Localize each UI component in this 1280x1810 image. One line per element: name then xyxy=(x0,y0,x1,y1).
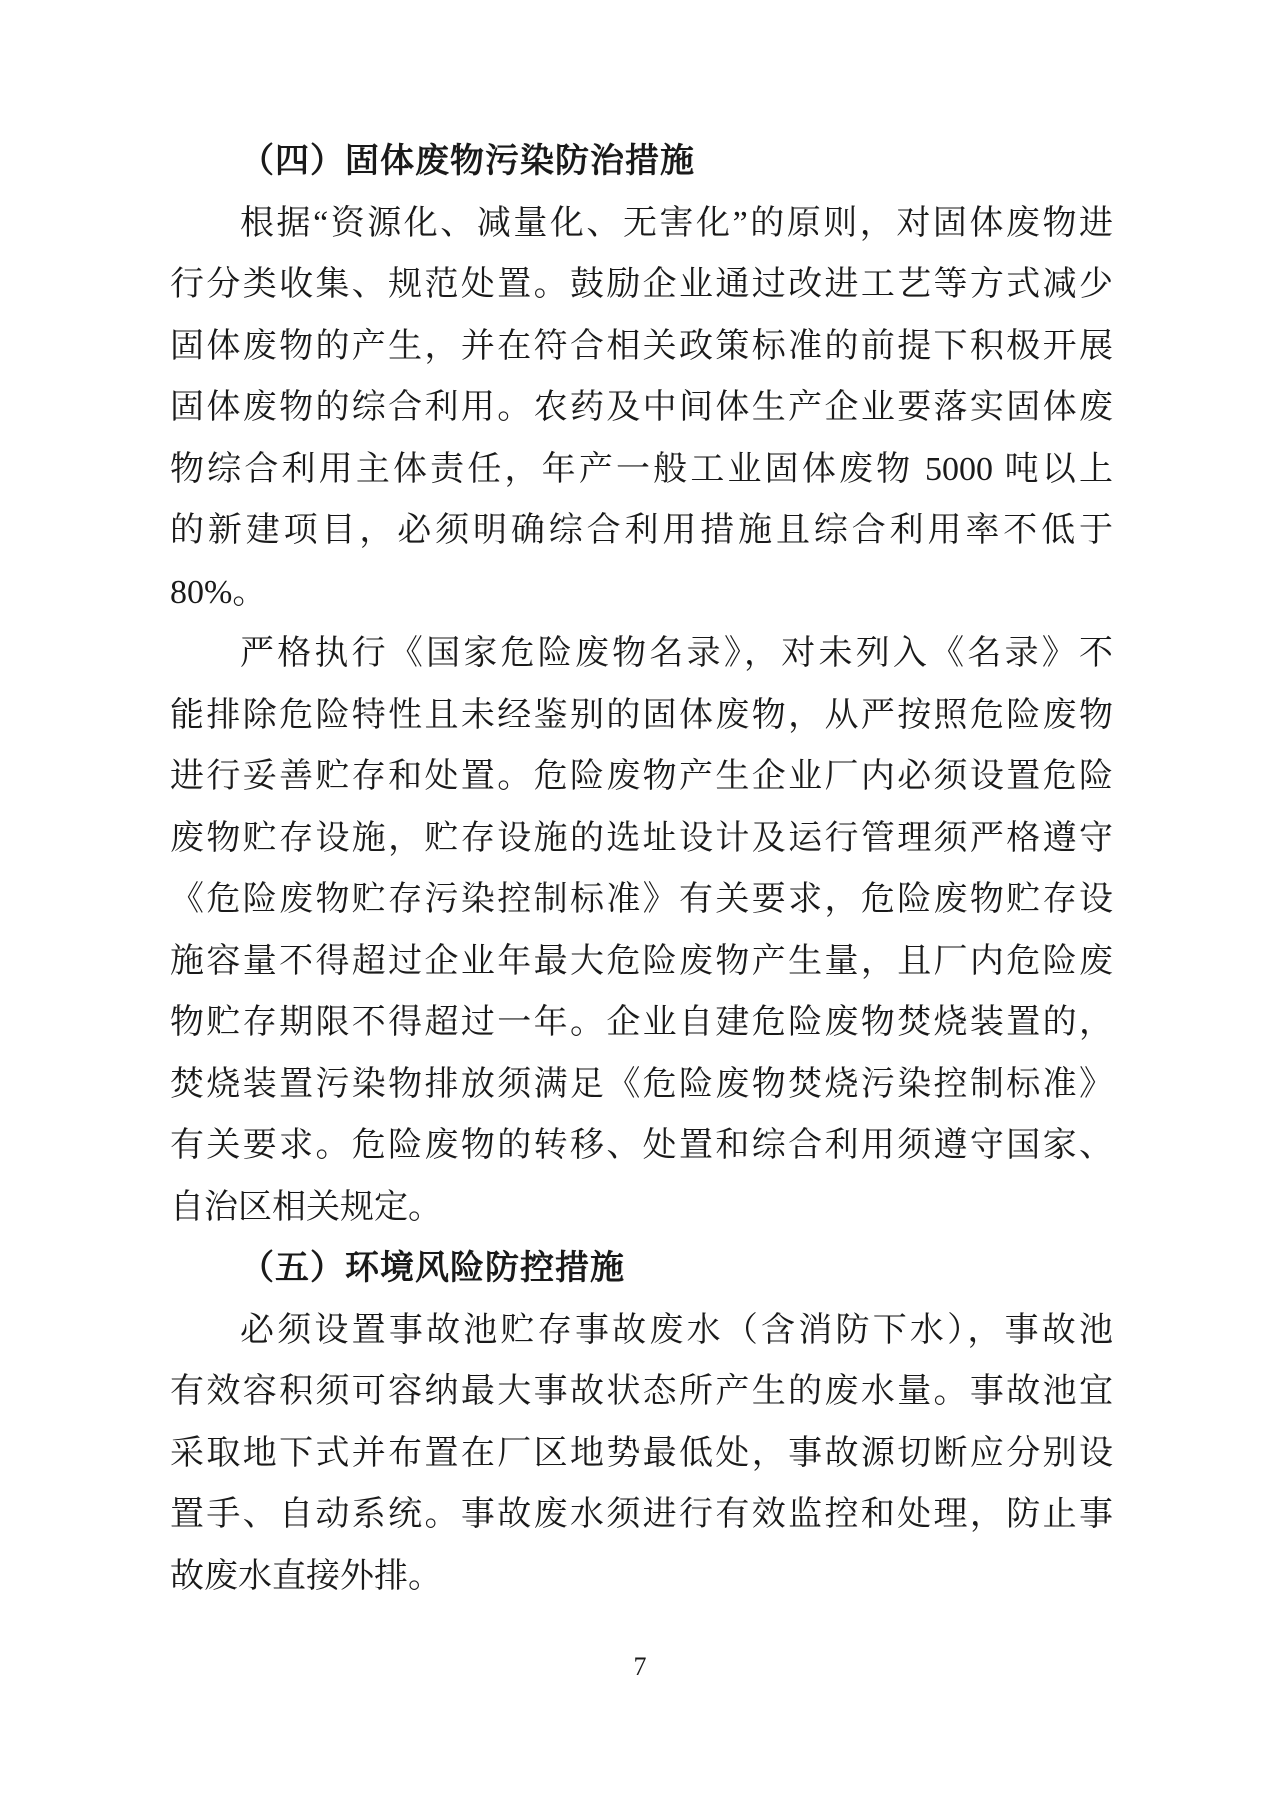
page-number: 7 xyxy=(633,1652,647,1681)
text-line: 固体废物的综合利用。农药及中间体生产企业要落实固体废 xyxy=(170,389,1113,426)
text-line: 有关要求。危险废物的转移、处置和综合利用须遵守国家、 xyxy=(170,1127,1113,1164)
text-line: 废物贮存设施，贮存设施的选址设计及运行管理须严格遵守 xyxy=(170,819,1113,857)
section-heading: （五）环境风险防控措施 xyxy=(240,1249,625,1287)
text-line: 故废水直接外排。 xyxy=(170,1557,442,1595)
text-line: 有效容积须可容纳最大事故状态所产生的废水量。事故池宜 xyxy=(170,1373,1113,1410)
text-line: 能排除危险特性且未经鉴别的固体废物，从严按照危险废物 xyxy=(170,696,1113,734)
text-line: 施容量不得超过企业年最大危险废物产生量，且厂内危险废 xyxy=(170,942,1113,980)
text-line: 焚烧装置污染物排放须满足《危险废物焚烧污染控制标准》 xyxy=(170,1065,1113,1103)
text-line: 固体废物的产生，并在符合相关政策标准的前提下积极开展 xyxy=(170,327,1113,365)
document-body xyxy=(170,131,1113,1607)
text-line: 置手、自动系统。事故废水须进行有效监控和处理，防止事 xyxy=(170,1496,1113,1533)
paragraph xyxy=(170,1300,1113,1608)
text-line: 严格执行《国家危险废物名录》，对未列入《名录》不 xyxy=(240,635,1113,672)
text-line: 物综合利用主体责任，年产一般工业固体废物 5000 吨以上 xyxy=(170,450,1113,488)
text-line: 根据“资源化、减量化、无害化”的原则，对固体废物进 xyxy=(240,204,1113,242)
text-line: 《危险废物贮存污染控制标准》有关要求，危险废物贮存设 xyxy=(170,881,1113,918)
text-line: 采取地下式并布置在厂区地势最低处，事故源切断应分别设 xyxy=(170,1434,1113,1472)
text-line: 行分类收集、规范处置。鼓励企业通过改进工艺等方式减少 xyxy=(170,266,1113,303)
text-line: 自治区相关规定。 xyxy=(170,1188,442,1226)
section-heading: （四）固体废物污染防治措施 xyxy=(240,142,695,180)
paragraph xyxy=(170,193,1113,624)
text-line: 必须设置事故池贮存事故废水（含消防下水），事故池 xyxy=(240,1311,1113,1349)
text-line: 80%。 xyxy=(170,573,267,611)
paragraph xyxy=(170,623,1113,1238)
text-line: 进行妥善贮存和处置。危险废物产生企业厂内必须设置危险 xyxy=(170,758,1113,795)
text-line: 物贮存期限不得超过一年。企业自建危险废物焚烧装置的， xyxy=(170,1004,1113,1041)
text-line: 的新建项目，必须明确综合利用措施且综合利用率不低于 xyxy=(170,512,1113,549)
